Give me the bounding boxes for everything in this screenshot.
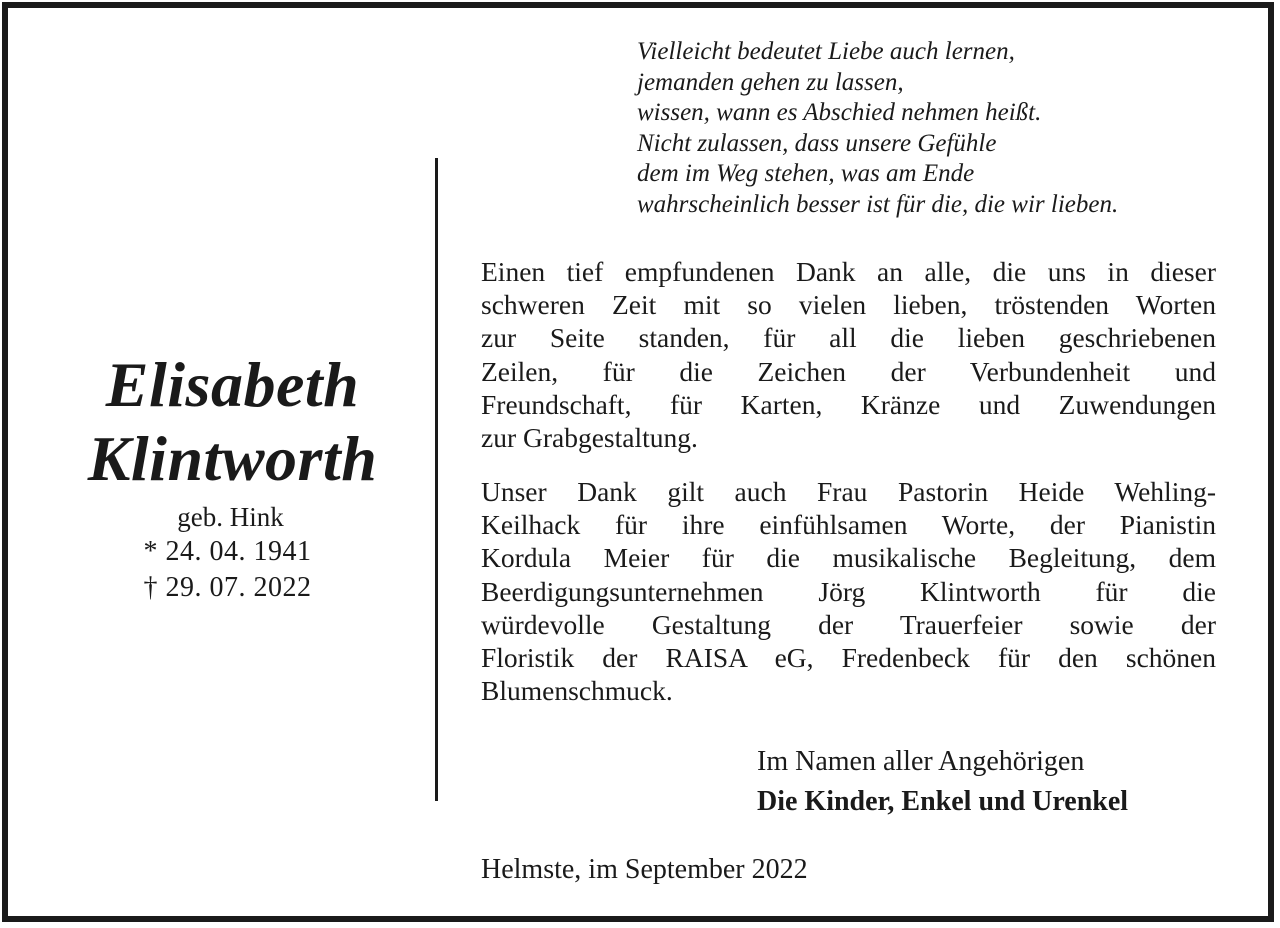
deceased-first-name: Elisabeth [105, 349, 360, 420]
text-line: Einen tief empfundenen Dank an alle, die uns in dieser [481, 256, 1216, 287]
poem-line: Nicht zulassen, dass unsere Gefühle [637, 129, 997, 157]
signature-intro: Im Namen aller Angehörigen [757, 746, 1085, 777]
signature [757, 742, 1227, 822]
text-line: Zeilen, für die Zeichen der Verbundenheit und [481, 355, 1216, 387]
poem-line: Vielleicht bedeutet Liebe auch lernen, [637, 38, 1015, 65]
vertical-divider [435, 158, 438, 801]
text-line: Beerdigungsunternehmen Jörg Klintworth für die [481, 575, 1216, 607]
thanks-paragraph-1 [481, 255, 1216, 454]
signature-names: Die Kinder, Enkel und Urenkel [757, 786, 1129, 817]
deceased-last-name: Klintworth [87, 423, 378, 494]
text-line: Keilhack für ihre einfühlsamen Worte, der Pianistin [481, 509, 1216, 541]
text-line: Freundschaft, für Karten, Kränze und Zuwendungen [481, 388, 1216, 420]
text-line: Unser Dank gilt auch Frau Pastorin Heide Wehling- [481, 476, 1216, 507]
text-line: zur Seite standen, für all die lieben geschriebenen [481, 322, 1216, 354]
poem [637, 37, 1257, 220]
maiden-name: geb. Hink [177, 502, 284, 532]
thanks-paragraph-2 [481, 475, 1216, 707]
text-line: Kordula Meier für die musikalische Begleitung, dem [481, 542, 1216, 574]
place-and-date: Helmste, im September 2022 [481, 854, 808, 885]
text-line: Blumenschmuck. [481, 675, 673, 707]
poem-line: jemanden gehen zu lassen, [637, 68, 904, 96]
text-line: würdevolle Gestaltung der Trauerfeier sowie der [481, 608, 1216, 640]
poem-line: wahrscheinlich besser ist für die, die wir lieben. [637, 190, 1119, 218]
text-line: zur Grabgestaltung. [481, 422, 698, 454]
deceased-info [50, 348, 415, 606]
death-date: † 29. 07. 2022 [143, 572, 312, 603]
poem-line: dem im Weg stehen, was am Ende [637, 160, 975, 187]
poem-line: wissen, wann es Abschied nehmen heißt. [637, 99, 1042, 126]
birth-date: * 24. 04. 1941 [143, 536, 312, 567]
text-line: Floristik der RAISA eG, Fredenbeck für den schönen [481, 642, 1216, 674]
text-line: schweren Zeit mit so vielen lieben, tröstenden Worten [481, 289, 1216, 321]
